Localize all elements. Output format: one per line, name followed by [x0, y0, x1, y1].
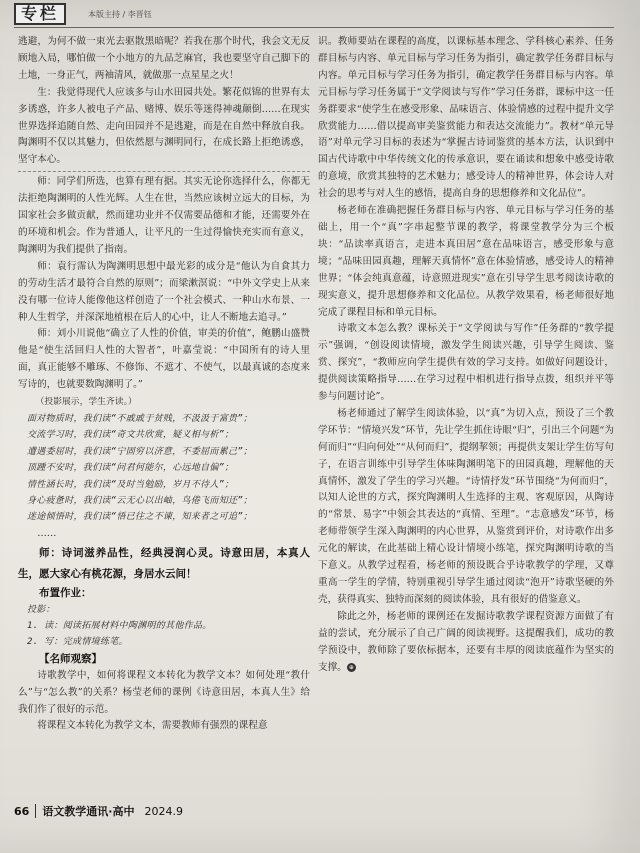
footer-separator — [35, 804, 36, 818]
ellipsis: …… — [37, 527, 57, 539]
paragraph: 诗歌教学中，如何将课程文本转化为教学文本？如何处理“教什么”与“怎么教”的关系？杨莹老师的课例《诗意田居，本真人生》给我们作了很好的示范。 — [18, 669, 310, 715]
poem-line: 交流学习时，我们读“奇文共欣赏，疑义相与析”； — [27, 430, 234, 441]
header-rule — [14, 27, 614, 28]
issue-date: 2024.9 — [144, 804, 183, 818]
poem-intro: （投影展示，学生齐读。） — [35, 397, 137, 408]
poem-line: 情性涵长时，我们读“及时当勉励，岁月不待人”； — [27, 479, 234, 490]
paragraph-text: 除此之外，杨老师的课例还在发掘诗歌教学课程资源方面做了有益的尝试，充分展示了自己广阔的阅读视野。这提醒我们，成功的教学预设中，教师除了要依标据本，还要有丰厚的阅读底蕴作为坚实的支撑。 — [318, 610, 614, 673]
page-number: 66 — [14, 804, 30, 818]
journal-name: 语文教学通讯·高中 — [42, 805, 135, 818]
paragraph: 师：袁行霈认为陶渊明思想中最光彩的成分是“他认为自食其力的劳动生活才最符合自然的原则”；而梁漱溟说：“中外文学史上从来没有哪一位诗人能像他这样创造了一个社会模式、一种山水布景、一种人生哲学，并深深地植根在后人的心中，让人不断地去追寻。” — [18, 260, 310, 323]
homework-projection: 投影： — [27, 604, 55, 615]
right-column — [318, 34, 614, 676]
paragraph: 师：同学们所选，也算有理有据。其实无论你选择什么，你都无法拒绝陶渊明的人性光辉。人生在世，当然应该树立远大的目标，为国家社会多做贡献，然而建功业并不仅需要品德和才能，还需要外在的环境和机会。作为普通人，让平凡的一生过得愉快充实而有意义，陶渊明为我们提供了指南。 — [18, 176, 310, 255]
paragraph: 逃避，为何不做一束光去驱散黑暗呢？若我在那个时代，我会文无反顾地入局，哪怕做一个小地方的九品芝麻官，我也要坚守自己脚下的土地，一身正气，两袖清风，就做那一点星星之火！ — [18, 36, 310, 81]
poem-line: 顶踵不安时，我们读“问君何能尔，心远地自偏”； — [27, 463, 234, 474]
homework-item: 2. 写：完成情境练笔。 — [27, 637, 128, 648]
paragraph: 生：我觉得现代人应该多与山水田园共处。繁花似锦的世界有太多诱惑，许多人被电子产品、赌博、娱乐等迷得神魂颠倒……在现实世界选择追随自然、走向田园并不是逃避，而是在自然中释放自我。陶渊明不仅以其魅力，但依然愿与渊明同行，在成长路上拒绝诱惑，坚守本心。 — [18, 86, 310, 166]
paragraph: 杨老师通过了解学生阅读体验，以“真”为切入点，预设了三个教学环节：“情境兴发”环节，先让学生抓住诗眼“归”，引出三个问题“为何而归”“归向何处”“从何而归”，提纲挈领；再提供支架让学生仿写句子，在语言训练中引导学生体味陶渊明笔下的田园真趣，理解他的天真情怀，激发了学生的学习兴趣。“诗情抒发”环节围绕“为何而归”，以知人论世的方式，探究陶渊明人生选择的主观、客观原因，从陶诗的“常景、易字”中领会其表达的“真情、至理”。“志意感发”环节，杨老师带领学生深入陶渊明的内心世界，从鉴赏到评价，对诗歌作出多元化的解读，在此基础上精心设计情境小练笔，探究陶渊明诗歌的当下意义。从教学过程看，杨老师的预设既合乎诗歌教学的学理，又尊重高一学生的学情，特别重视引导学生通过阅读“泡开”诗歌坚硬的外壳，获得真实、独特而深刻的阅读体验，具有很好的借鉴意义。 — [318, 407, 614, 605]
divider — [18, 171, 310, 172]
paragraph: 诗歌文本怎么教？课标关于“文学阅读与写作”任务群的“教学提示”强调，“创设阅读情境，激发学生阅读兴趣，引导学生阅读、鉴赏、探究”，“教师应向学生提供有效的学习支持。如做好问题设计，提供阅读策略指导……在学习过程中相机进行指导点拨，组织并平等参与问题讨论”。 — [318, 323, 614, 403]
paragraph: 识。教师要站在课程的高度，以课标基本理念、学科核心素养、任务群目标与内容、单元目标与学习任务为指引，确定教学任务群目标与内容。单元目标与学习任务为指引，确定教学任务群目标与内容。单元目标与学习任务属于“文学阅读与写作”学习任务群，课标中这一任务群要求“使学生在感受形象、品味语言、体验情感的过程中提升文学欣赏能力……借以提高审美鉴赏能力和表达交流能力”。教材“单元导语”对单元学习目标的表述为“掌握古诗词鉴赏的基本方法，认识到中国古代诗歌中中华传统文化的传承意识，要在诵读和想象中感受诗歌的意境，欣赏其独特的艺术魅力；感受诗人的精神世界，体会诗人对社会的思考与对人生的感悟，提高自身的思想修养和文化品位”。 — [318, 36, 614, 200]
paragraph — [318, 609, 614, 677]
paragraph: 杨老师在准确把握任务群目标与内容、单元目标与学习任务的基础上，用一个“真”字串起整节课的教学，将课堂教学分为三个板块：“品读率真语言，走进本真田居”意在品味语言，感受形象与意境；“品味田园真趣，理解天真情怀”意在体验情感，感受诗人的精神世界；“体会纯真意蕴，诗意照进现实”意在引导学生思考阅读诗歌的现实意义，提升思想修养和文化品位。从教学效果看，杨老师很好地完成了课程目标和单元目标。 — [318, 205, 614, 318]
poem-line: 面对物质时，我们读“不戚戚于贫贱，不汲汲于富贵”； — [27, 413, 253, 424]
poem-line: 迷途倾悟时，我们读“悟已往之不谏，知来者之可追”； — [27, 512, 253, 523]
poem-line: 遭遇委屈时，我们读“宁固穷以济意，不委屈而累己”； — [27, 446, 253, 457]
paragraph: 将课程文本转化为教学文本，需要教师有强烈的课程意 — [37, 720, 268, 732]
paragraph: 师：刘小川说他“确立了人性的价值，审美的价值”，鲍鹏山盛赞他是“使生活回归人性的大智者”，叶嘉莹说：“中国所有的诗人里面，真正能够不雕琢、不修饰、不遮才、不使气，以最真诚的态度来写诗的，也就要数陶渊明了。” — [18, 328, 310, 391]
end-mark-icon: ⊕ — [348, 663, 354, 671]
page-footer — [14, 800, 614, 822]
page-header — [14, 2, 614, 26]
left-column — [18, 34, 310, 735]
closing-remark: 师：诗词滋养品性，经典浸润心灵。诗意田居，本真人生，愿大家心有桃花源，身居水云间！ — [18, 546, 310, 580]
homework-title: 布置作业： — [39, 586, 92, 599]
poem-line: 身心疲惫时，我们读“云无心以出岫，鸟倦飞而知还”； — [27, 495, 253, 506]
column-host: 本版主持 / 李晋钰 — [88, 9, 152, 19]
column-tag: 专栏 — [14, 3, 66, 25]
homework-item: 1. 读：阅读拓展材料中陶渊明的其他作品。 — [27, 621, 212, 631]
observation-title: 【名师观察】 — [39, 652, 102, 665]
